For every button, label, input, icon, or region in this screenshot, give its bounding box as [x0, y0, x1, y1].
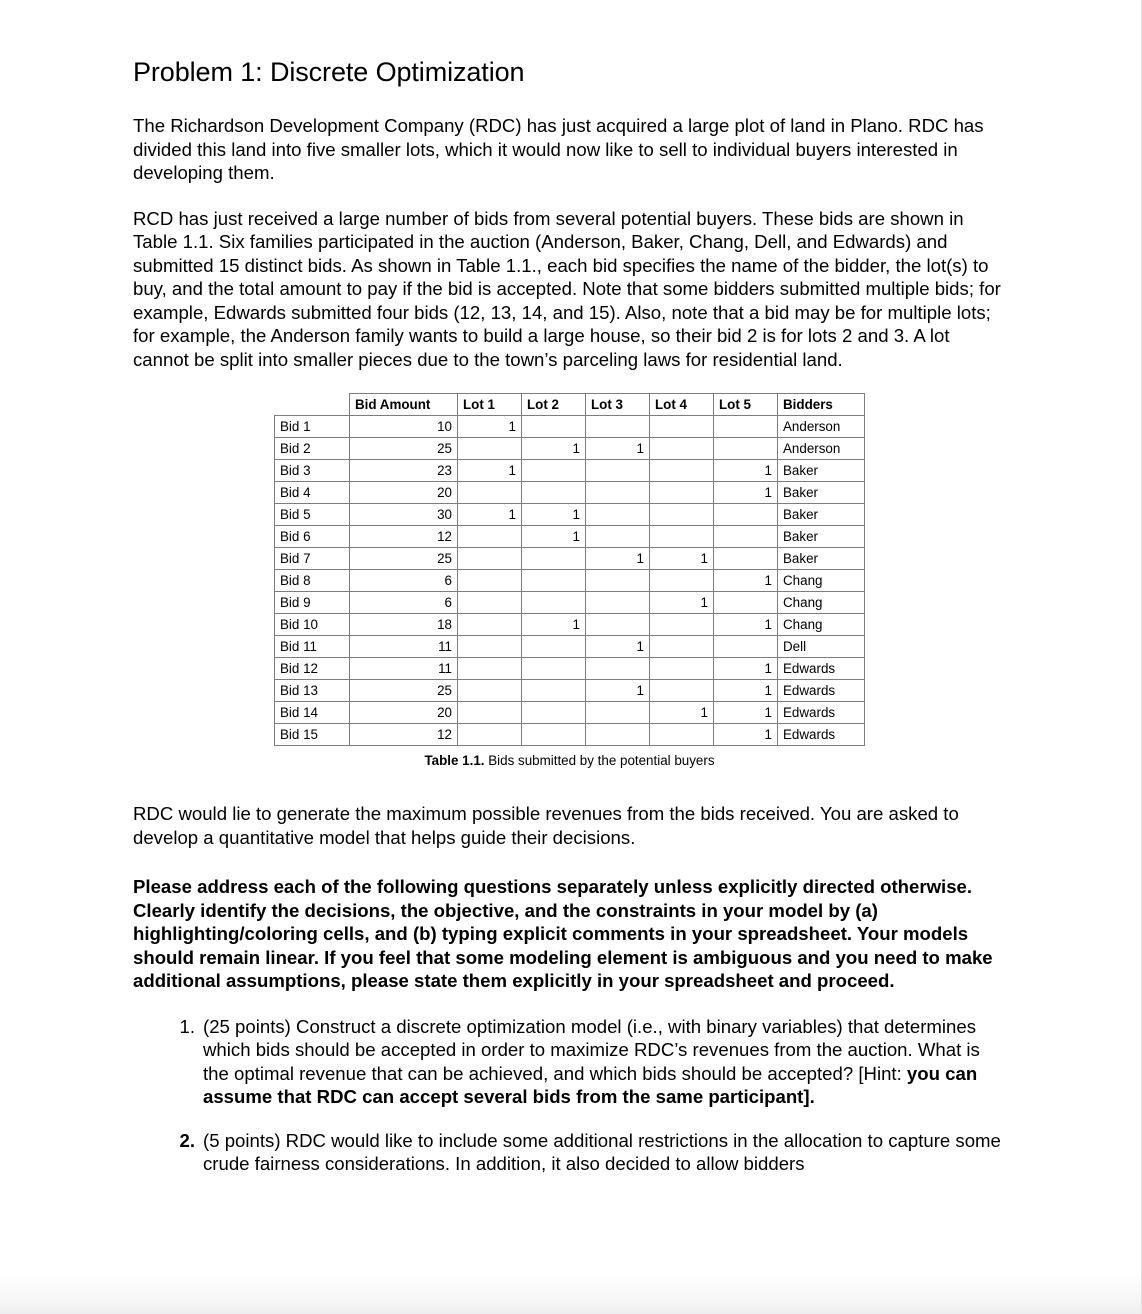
table-cell-bid-amount: 12 [350, 526, 458, 548]
table-cell-lot-5 [714, 504, 778, 526]
table-cell-bid-amount: 25 [350, 438, 458, 460]
paragraph-bids-description: RCD has just received a large number of bids from several potential buyers. These bids are shown in Table 1.1. Six families participated in the auction (Anderson, Baker, Chang, Dell, and Edwards) and submitted 15 distinct bids. As shown in Table 1.1., each bid specifies the name of the bidder, the lot(s) to buy, and the total amount to pay if the bid is accepted. Note that some bidders submitted multiple bids; for example, Edwards submitted four bids (12, 13, 14, and 15). Also, note that a bid may be for multiple lots; for example, the Anderson family wants to build a large house, so their bid 2 is for lots 2 and 3. A lot cannot be split into smaller pieces due to the town’s parceling laws for residential land. [133, 207, 1001, 370]
table-cell-lot-4 [650, 724, 714, 746]
table-cell-lot-2 [522, 548, 586, 570]
table-cell-bidder: Baker [778, 504, 865, 526]
table-cell-lot-4 [650, 636, 714, 658]
questions-list [133, 1015, 1006, 1176]
table-cell-bid-label: Bid 4 [275, 482, 350, 504]
question-2-text: (5 points) RDC would like to include some additional restrictions in the allocation to capture some crude fairness considerations. In addition, it also decided to allow bidders [203, 1129, 1001, 1175]
document-content [133, 56, 1006, 1196]
table-cell-lot-5: 1 [714, 680, 778, 702]
table-cell-lot-3 [586, 504, 650, 526]
table-cell-lot-2 [522, 570, 586, 592]
table-cell-lot-1 [458, 658, 522, 680]
paragraph-instructions: Please address each of the following questions separately unless explicitly directed otherwise. Clearly identify the decisions, the objective, and the constraints in your model by (a) highlighting/coloring cells, and (b) typing explicit comments in your spreadsheet. Your models should remain linear. If you feel that some modeling element is ambiguous and you need to make additional assumptions, please state them explicitly in your spreadsheet and proceed. [133, 876, 993, 992]
table-header-bidders: Bidders [778, 394, 865, 416]
table-cell-lot-1 [458, 680, 522, 702]
table-cell-lot-5: 1 [714, 460, 778, 482]
table-cell-lot-4 [650, 416, 714, 438]
table-header-lot-4: Lot 4 [650, 394, 714, 416]
table-cell-bidder: Edwards [778, 680, 865, 702]
question-1-text: (25 points) Construct a discrete optimization model (i.e., with binary variables) that determines which bids should be accepted in order to maximize RDC’s revenues from the auction. What is the optimal revenue that can be achieved, and which bids should be accepted? [Hint: [203, 1015, 980, 1084]
table-cell-lot-4 [650, 460, 714, 482]
table-cell-lot-3: 1 [586, 438, 650, 460]
table-cell-bidder: Anderson [778, 416, 865, 438]
table-cell-bid-amount: 11 [350, 658, 458, 680]
table-cell-lot-1 [458, 482, 522, 504]
question-item-1 [203, 1015, 1006, 1109]
table-cell-lot-1 [458, 702, 522, 724]
table-header-row [275, 394, 865, 416]
table-cell-bid-label: Bid 5 [275, 504, 350, 526]
table-cell-lot-3 [586, 570, 650, 592]
table-cell-lot-1 [458, 526, 522, 548]
table-cell-lot-5 [714, 416, 778, 438]
table-cell-lot-4 [650, 614, 714, 636]
table-cell-bid-amount: 12 [350, 724, 458, 746]
table-cell-lot-1 [458, 570, 522, 592]
table-cell-lot-3 [586, 460, 650, 482]
table-header-lot-1: Lot 1 [458, 394, 522, 416]
table-row [275, 702, 865, 724]
table-cell-lot-1 [458, 724, 522, 746]
table-cell-lot-2: 1 [522, 504, 586, 526]
table-cell-lot-3: 1 [586, 680, 650, 702]
table-caption-text: Bids submitted by the potential buyers [488, 753, 715, 769]
paragraph-objective: RDC would lie to generate the maximum possible revenues from the bids received. You are asked to develop a quantitative model that helps guide their decisions. [133, 803, 959, 848]
table-row [275, 724, 865, 746]
table-cell-lot-5 [714, 592, 778, 614]
table-cell-lot-3 [586, 724, 650, 746]
page-title: Problem 1: Discrete Optimization [133, 57, 525, 87]
table-row [275, 482, 865, 504]
table-header-corner [275, 394, 350, 416]
table-cell-bid-amount: 18 [350, 614, 458, 636]
table-cell-bidder: Chang [778, 614, 865, 636]
table-cell-bidder: Edwards [778, 702, 865, 724]
table-cell-bid-amount: 10 [350, 416, 458, 438]
table-cell-bid-label: Bid 7 [275, 548, 350, 570]
table-header-lot-5: Lot 5 [714, 394, 778, 416]
table-cell-bid-amount: 6 [350, 592, 458, 614]
paragraph-intro: The Richardson Development Company (RDC) has just acquired a large plot of land in Plano. RDC has divided this land into five smaller lots, which it would now like to sell to individual buyers interested in developing them. [133, 115, 984, 184]
table-cell-lot-1 [458, 636, 522, 658]
table-cell-lot-4 [650, 658, 714, 680]
table-cell-bidder: Chang [778, 570, 865, 592]
table-cell-lot-1 [458, 592, 522, 614]
table-cell-lot-4: 1 [650, 592, 714, 614]
table-cell-lot-2 [522, 482, 586, 504]
table-cell-lot-2 [522, 416, 586, 438]
table-cell-lot-1: 1 [458, 460, 522, 482]
table-cell-lot-4 [650, 680, 714, 702]
table-row [275, 526, 865, 548]
table-cell-lot-5 [714, 526, 778, 548]
table-cell-lot-5 [714, 636, 778, 658]
table-cell-lot-5: 1 [714, 614, 778, 636]
table-cell-lot-1: 1 [458, 504, 522, 526]
table-cell-bid-label: Bid 3 [275, 460, 350, 482]
table-cell-lot-5: 1 [714, 658, 778, 680]
table-row [275, 438, 865, 460]
table-cell-lot-2 [522, 592, 586, 614]
table-header-lot-2: Lot 2 [522, 394, 586, 416]
table-cell-lot-4 [650, 438, 714, 460]
table-cell-lot-1: 1 [458, 416, 522, 438]
table-cell-bid-label: Bid 13 [275, 680, 350, 702]
table-row [275, 570, 865, 592]
table-cell-bid-amount: 23 [350, 460, 458, 482]
table-cell-bid-label: Bid 1 [275, 416, 350, 438]
table-cell-lot-5 [714, 438, 778, 460]
table-cell-bidder: Edwards [778, 658, 865, 680]
table-row [275, 658, 865, 680]
table-cell-lot-4: 1 [650, 548, 714, 570]
table-cell-bidder: Dell [778, 636, 865, 658]
table-cell-lot-2: 1 [522, 614, 586, 636]
table-cell-bid-amount: 25 [350, 548, 458, 570]
table-cell-lot-5 [714, 548, 778, 570]
table-cell-bid-amount: 6 [350, 570, 458, 592]
table-cell-lot-3 [586, 526, 650, 548]
table-row [275, 504, 865, 526]
table-row [275, 680, 865, 702]
table-cell-bidder: Anderson [778, 438, 865, 460]
table-cell-lot-4 [650, 482, 714, 504]
table-cell-bid-amount: 30 [350, 504, 458, 526]
table-row [275, 416, 865, 438]
table-cell-bidder: Baker [778, 548, 865, 570]
table-cell-bid-amount: 25 [350, 680, 458, 702]
table-cell-bid-label: Bid 6 [275, 526, 350, 548]
table-row [275, 592, 865, 614]
table-cell-lot-5: 1 [714, 702, 778, 724]
table-cell-lot-3: 1 [586, 636, 650, 658]
page-bottom-shadow [0, 1272, 1141, 1314]
table-cell-lot-2 [522, 680, 586, 702]
table-cell-lot-1 [458, 548, 522, 570]
table-row [275, 636, 865, 658]
table-cell-bidder: Chang [778, 592, 865, 614]
table-cell-lot-2 [522, 636, 586, 658]
table-cell-bidder: Edwards [778, 724, 865, 746]
table-cell-bidder: Baker [778, 482, 865, 504]
table-cell-bid-label: Bid 15 [275, 724, 350, 746]
table-cell-lot-2 [522, 460, 586, 482]
table-cell-lot-3 [586, 614, 650, 636]
table-cell-lot-4 [650, 570, 714, 592]
table-cell-lot-3 [586, 702, 650, 724]
table-cell-lot-3 [586, 482, 650, 504]
table-row [275, 548, 865, 570]
table-cell-bid-amount: 20 [350, 482, 458, 504]
table-row [275, 460, 865, 482]
table-row [275, 614, 865, 636]
table-cell-lot-2: 1 [522, 438, 586, 460]
table-cell-lot-3: 1 [586, 548, 650, 570]
question-item-2 [203, 1129, 1006, 1176]
table-cell-bid-label: Bid 10 [275, 614, 350, 636]
table-cell-lot-3 [586, 416, 650, 438]
table-cell-bid-amount: 11 [350, 636, 458, 658]
table-cell-bid-label: Bid 14 [275, 702, 350, 724]
table-cell-bid-amount: 20 [350, 702, 458, 724]
table-cell-bid-label: Bid 8 [275, 570, 350, 592]
table-cell-bid-label: Bid 2 [275, 438, 350, 460]
table-caption [424, 753, 714, 768]
table-cell-lot-2: 1 [522, 526, 586, 548]
bids-table [274, 393, 865, 746]
table-caption-label: Table 1.1. [424, 753, 485, 769]
table-cell-lot-4 [650, 526, 714, 548]
table-cell-lot-4: 1 [650, 702, 714, 724]
bids-table-block [133, 393, 1006, 768]
bids-table-body [275, 416, 865, 746]
table-cell-lot-2 [522, 658, 586, 680]
table-cell-bidder: Baker [778, 460, 865, 482]
table-cell-lot-5: 1 [714, 570, 778, 592]
table-cell-lot-3 [586, 592, 650, 614]
table-cell-bid-label: Bid 12 [275, 658, 350, 680]
table-cell-lot-5: 1 [714, 724, 778, 746]
question-1-hint-bold: you can assume that RDC can accept several bids from the same participant]. [203, 1062, 978, 1108]
table-cell-lot-1 [458, 614, 522, 636]
table-header-lot-3: Lot 3 [586, 394, 650, 416]
table-cell-bid-label: Bid 11 [275, 636, 350, 658]
table-cell-lot-2 [522, 702, 586, 724]
table-cell-lot-5: 1 [714, 482, 778, 504]
table-cell-lot-4 [650, 504, 714, 526]
table-cell-lot-1 [458, 438, 522, 460]
table-cell-lot-2 [522, 724, 586, 746]
table-cell-bidder: Baker [778, 526, 865, 548]
table-cell-lot-3 [586, 658, 650, 680]
table-header-bid-amount: Bid Amount [350, 394, 458, 416]
table-cell-bid-label: Bid 9 [275, 592, 350, 614]
